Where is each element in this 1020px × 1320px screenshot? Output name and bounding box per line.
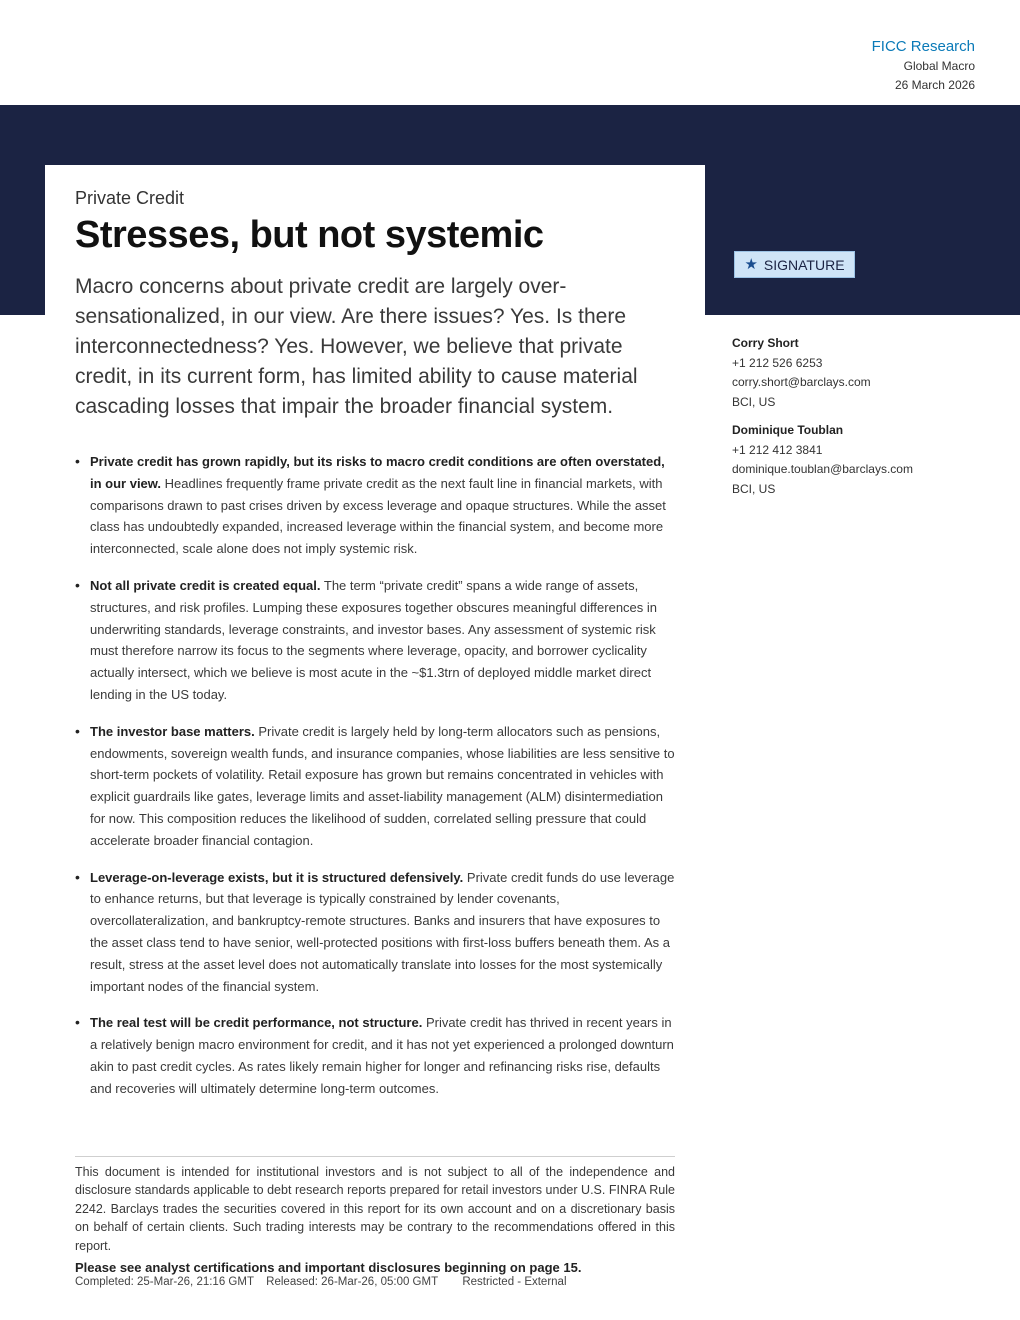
- key-point-lead: Leverage-on-leverage exists, but it is structured defensively.: [90, 869, 464, 885]
- research-unit[interactable]: FICC Research: [871, 38, 975, 55]
- key-point: [75, 575, 675, 706]
- report-category: Private Credit: [75, 188, 185, 208]
- analyst-card: [732, 334, 913, 412]
- key-point-text: The term “private credit” spans a wide range of assets, structures, and risk profiles. Lumping these exposures together obscures meaningful differences in underwriting standards, leverage constraints, and investor bases. Any assessment of systemic risk must therefore narrow its focus to the segments where leverage, opacity, and borrower cyclicality actually intersect, which we believe is most acute in the ~$1.3trn of deployed middle market direct lending in the US today.: [90, 577, 658, 702]
- analyst-phone: +1 212 412 3841: [732, 442, 823, 457]
- key-point-text: Private credit has thrived in recent years in a relatively benign macro environment for credit, and it has not yet experienced a prolonged downturn akin to past credit cycles. As rates likely remain higher for longer and refinancing risks rise, defaults and recoveries will ultimately determine long-term outcomes.: [90, 1015, 674, 1096]
- disclaimer-section: [75, 1156, 675, 1288]
- report-header: [872, 37, 975, 95]
- key-point-lead: Not all private credit is created equal.: [90, 577, 321, 593]
- analyst-list: [732, 334, 913, 508]
- analyst-email[interactable]: dominique.toublan@barclays.com: [732, 462, 913, 476]
- key-point-text: Headlines frequently frame private credit as the next fault line in financial markets, with comparisons drawn to past crises driven by excess leverage and opaque structures. While the asset class has undoubtedly expanded, increased leverage within the financial system, and become more interconnected, scale alone does not imply systemic risk.: [90, 475, 666, 557]
- key-point-lead: The real test will be credit performance, not structure.: [90, 1015, 423, 1031]
- key-point: [75, 721, 675, 852]
- signature-badge: [734, 251, 855, 278]
- analyst-card: [732, 421, 913, 499]
- analyst-phone: +1 212 526 6253: [732, 355, 823, 370]
- key-point: [75, 867, 675, 998]
- disclaimer-text: This document is intended for institutional investors and is not subject to all of the independence and disclosure standards applicable to debt research reports prepared for retail investors under U.S. FINRA Rule 2242. Barclays trades the securities covered in this report for its own account and on a discretionary basis on behalf of certain clients. Such trading interests may be contrary to the recommendations offered in this report.: [75, 1165, 675, 1253]
- publication-date: 26 March 2026: [894, 78, 975, 92]
- badge-label: SIGNATURE: [763, 256, 845, 273]
- analyst-entity: BCI, US: [732, 394, 776, 409]
- division: Global Macro: [903, 59, 975, 73]
- analyst-name: Corry Short: [732, 336, 799, 350]
- key-point: [75, 1012, 675, 1099]
- report-title: Stresses, but not systemic: [75, 214, 544, 256]
- key-point: [75, 451, 675, 560]
- report-metadata: [75, 1276, 675, 1288]
- star-icon: ★: [744, 256, 758, 273]
- key-points-list: [75, 451, 675, 1115]
- report-summary: Macro concerns about private credit are largely over-sensationalized, in our view. Are there issues? Yes. Is there interconnectedness? Yes. However, we believe that private credit, in its current form, has limited ability to cause material cascading losses that impair the broader financial system.: [75, 275, 638, 418]
- disclosures-notice: Please see analyst certifications and important disclosures beginning on page 15.: [75, 1260, 582, 1276]
- analyst-email[interactable]: corry.short@barclays.com: [732, 375, 871, 389]
- analyst-entity: BCI, US: [732, 481, 776, 496]
- completed-timestamp: Completed: 25-Mar-26, 21:16 GMT: [75, 1276, 254, 1289]
- released-timestamp: Released: 26-Mar-26, 05:00 GMT: [266, 1276, 439, 1289]
- key-point-text: Private credit is largely held by long-term allocators such as pensions, endowments, sovereign wealth funds, and insurance companies, whose liabilities are less sensitive to short-term pockets of volatility. Retail exposure has grown but remains concentrated in vehicles with explicit guardrails like gates, leverage limits and asset-liability management (ALM) disintermediation for now. This composition reduces the likelihood of sudden, correlated selling pressure that could accelerate broader financial contagion.: [90, 723, 675, 848]
- distribution-restriction: Restricted - External: [462, 1276, 567, 1289]
- key-point-text: Private credit funds do use leverage to enhance returns, but that leverage is typically constrained by lender covenants, overcollateralization, and bankruptcy-remote structures. Banks and insurers that have exposures to the asset class tend to have senior, well-protected positions with first-loss buffers beneath them. As a result, stress at the asset level does not automatically translate into losses for the most systemically important nodes of the financial system.: [90, 869, 675, 994]
- analyst-name: Dominique Toublan: [732, 423, 844, 437]
- key-point-lead: Private credit has grown rapidly, but its risks to macro credit conditions are often overstated, in our view.: [90, 454, 665, 491]
- key-point-lead: The investor base matters.: [90, 723, 255, 739]
